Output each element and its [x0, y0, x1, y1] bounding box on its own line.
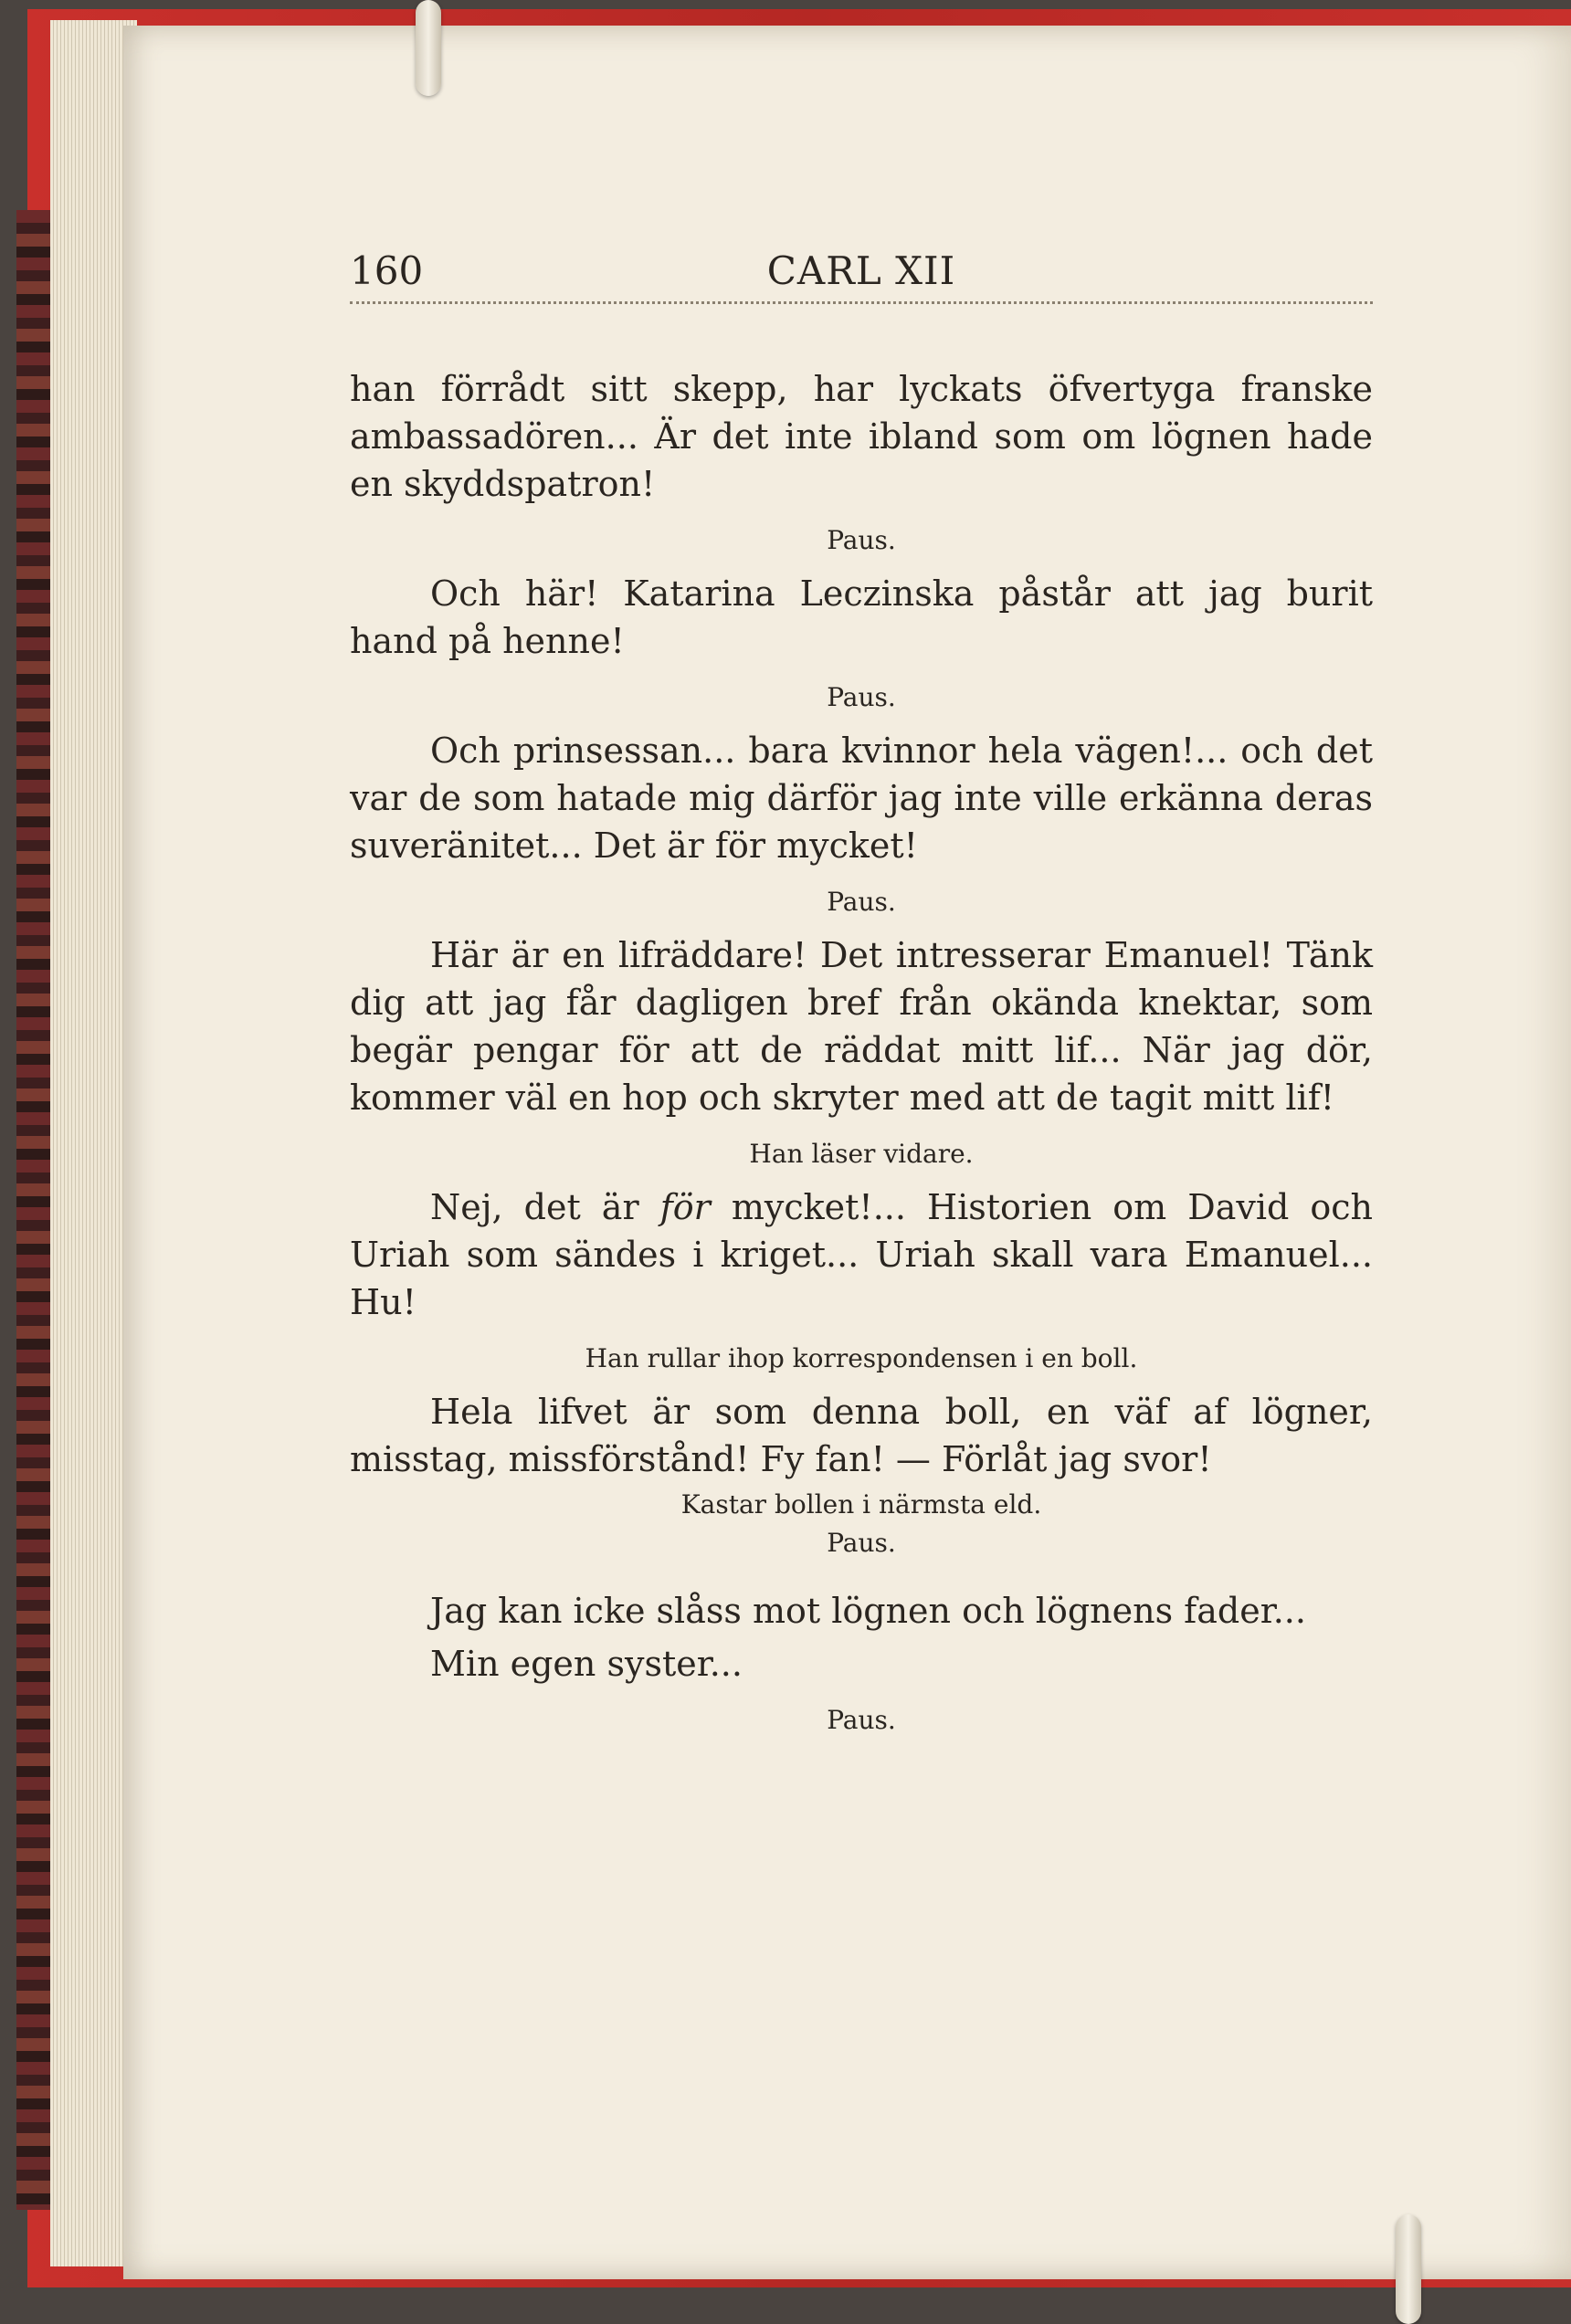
paragraph-8: Min egen syster...	[430, 1644, 743, 1684]
paragraph-4: Här är en lifräddare! Det intresserar Emanuel! Tänk dig att jag får dagligen bref från okända knektar, som begär pengar för att de räddat mitt lif... När jag dör, kommer väl en hop och skryter med att de tagit mitt lif!	[350, 935, 1373, 1118]
stage-direction-4: Han läser vidare.	[749, 1139, 974, 1169]
paragraph-5	[350, 1183, 1373, 1326]
stage-direction-1: Paus.	[827, 525, 896, 555]
paragraph-3: Och prinsessan... bara kvinnor hela vägen!... och det var de som hatade mig därför jag inte ville erkänna deras suveränitet... Det är för mycket!	[350, 731, 1373, 866]
stage-direction-5: Han rullar ihop korrespondensen i en boll.	[585, 1343, 1138, 1373]
running-title: CARL XII	[766, 248, 956, 293]
page-text	[350, 365, 1373, 1750]
paragraph-5-start: Nej, det är	[430, 1187, 660, 1227]
page-number: 160	[350, 248, 424, 293]
stage-direction-8: Paus.	[827, 1705, 896, 1735]
paragraph-7: Jag kan icke slåss mot lögnen och lögnens fader...	[430, 1591, 1306, 1631]
paragraph-5-emphasis: för	[659, 1187, 711, 1227]
page-header	[350, 237, 1373, 304]
stage-direction-2: Paus.	[827, 682, 896, 712]
top-clip	[416, 0, 441, 96]
bottom-clip	[1396, 2214, 1421, 2324]
stage-direction-6: Kastar bollen i närmsta eld.	[680, 1489, 1042, 1520]
paragraph-2: Och här! Katarina Leczinska påstår att jag burit hand på henne!	[350, 573, 1373, 661]
paragraph-6: Hela lifvet är som denna boll, en väf af lögner, misstag, missförstånd! Fy fan! — Förlåt jag svor!	[350, 1392, 1373, 1479]
paragraph-1: han förrådt sitt skepp, har lyckats öfvertyga franske ambassadören... Är det inte ibland som om lögnen hade en skyddspatron!	[350, 369, 1373, 504]
stage-direction-7: Paus.	[827, 1528, 896, 1558]
marbled-edge	[16, 210, 53, 2210]
stage-direction-3: Paus.	[827, 887, 896, 917]
paragraph-5-end: mycket!... Historien om David och Uriah som sändes i kriget... Uriah skall vara Emanuel... Hu!	[350, 1187, 1373, 1322]
